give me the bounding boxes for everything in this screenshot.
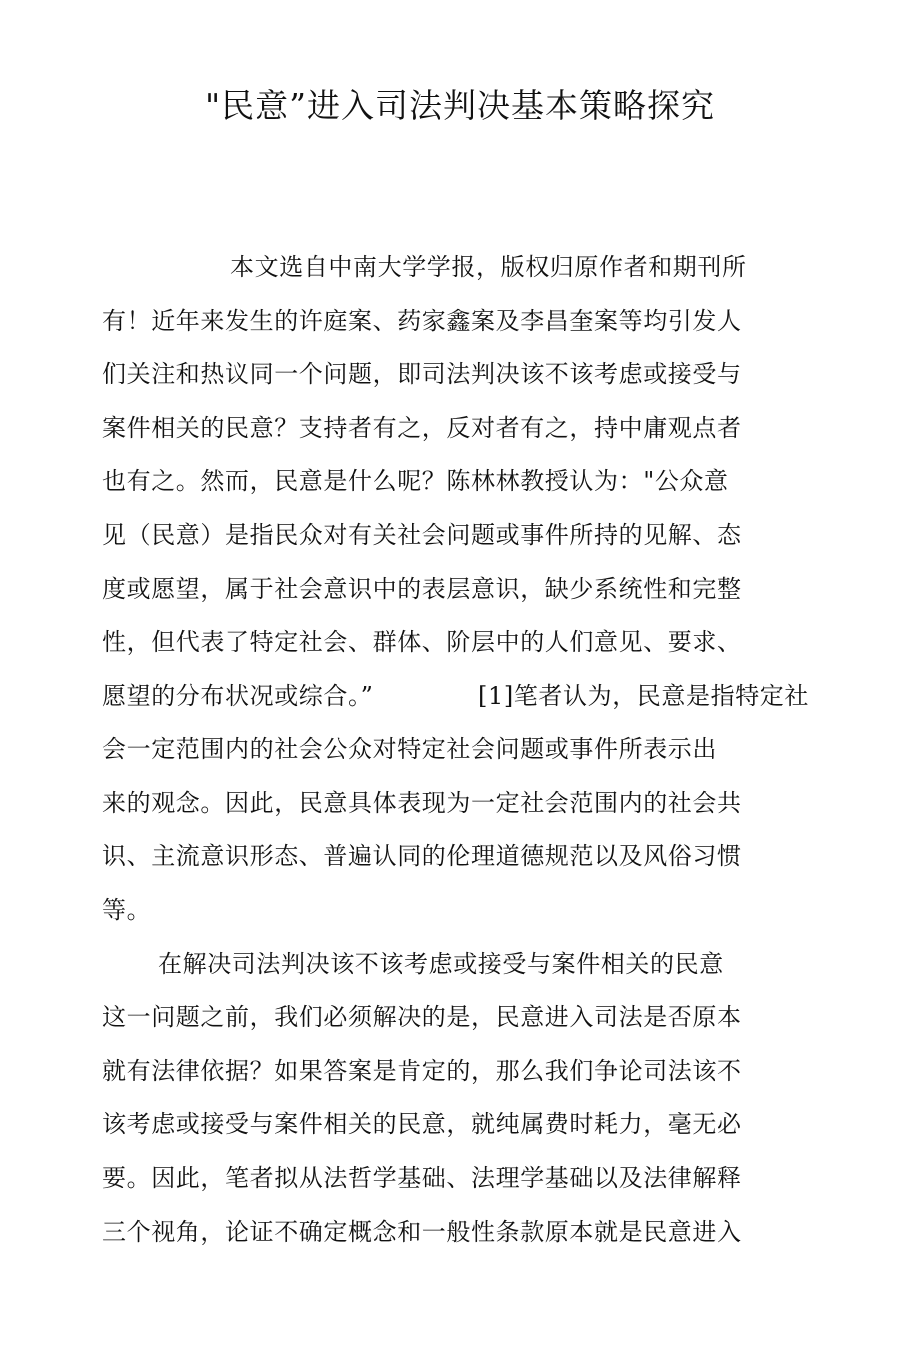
paragraph-line: 要。因此，笔者拟从法哲学基础、法理学基础以及法律解释: [102, 1164, 742, 1192]
paragraph-line: 本文选自中南大学学报，版权归原作者和期刊所: [230, 253, 747, 281]
paragraph-line: 案件相关的民意？支持者有之，反对者有之，持中庸观点者: [102, 414, 742, 442]
paragraph-line: 有！近年来发生的许庭案、药家鑫案及李昌奎案等均引发人: [102, 307, 742, 335]
paragraph-line: 度或愿望，属于社会意识中的表层意识，缺少系统性和完整: [102, 575, 742, 603]
paragraph-line: 识、主流意识形态、普遍认同的伦理道德规范以及风俗习惯: [102, 842, 742, 870]
paragraph-line: 愿望的分布状况或综合。”: [102, 682, 374, 710]
paragraph-line: 该考虑或接受与案件相关的民意，就纯属费时耗力，毫无必: [102, 1110, 742, 1138]
paragraph-line: 这一问题之前，我们必须解决的是，民意进入司法是否原本: [102, 1003, 742, 1031]
paragraph-line: 性，但代表了特定社会、群体、阶层中的人们意见、要求、: [102, 628, 742, 656]
paragraph-line: 见（民意）是指民众对有关社会问题或事件所持的见解、态: [102, 521, 742, 549]
paragraph-line: 三个视角，论证不确定概念和一般性条款原本就是民意进入: [102, 1218, 742, 1246]
document-title: "民意”进入司法判决基本策略探究: [204, 86, 716, 125]
paragraph-line: 会一定范围内的社会公众对特定社会问题或事件所表示出: [102, 735, 717, 763]
citation-line: [1]笔者认为，民意是指特定社: [478, 682, 809, 710]
paragraph-line: 也有之。然而，民意是什么呢？陈林林教授认为："公众意: [102, 467, 729, 495]
paragraph-line: 等。: [102, 896, 152, 924]
paragraph-line: 在解决司法判决该不该考虑或接受与案件相关的民意: [158, 950, 724, 978]
paragraph-line: 来的观念。因此，民意具体表现为一定社会范围内的社会共: [102, 789, 742, 817]
paragraph-line: 就有法律依据？如果答案是肯定的，那么我们争论司法该不: [102, 1057, 742, 1085]
paragraph-line: 们关注和热议同一个问题，即司法判决该不该考虑或接受与: [102, 360, 742, 388]
